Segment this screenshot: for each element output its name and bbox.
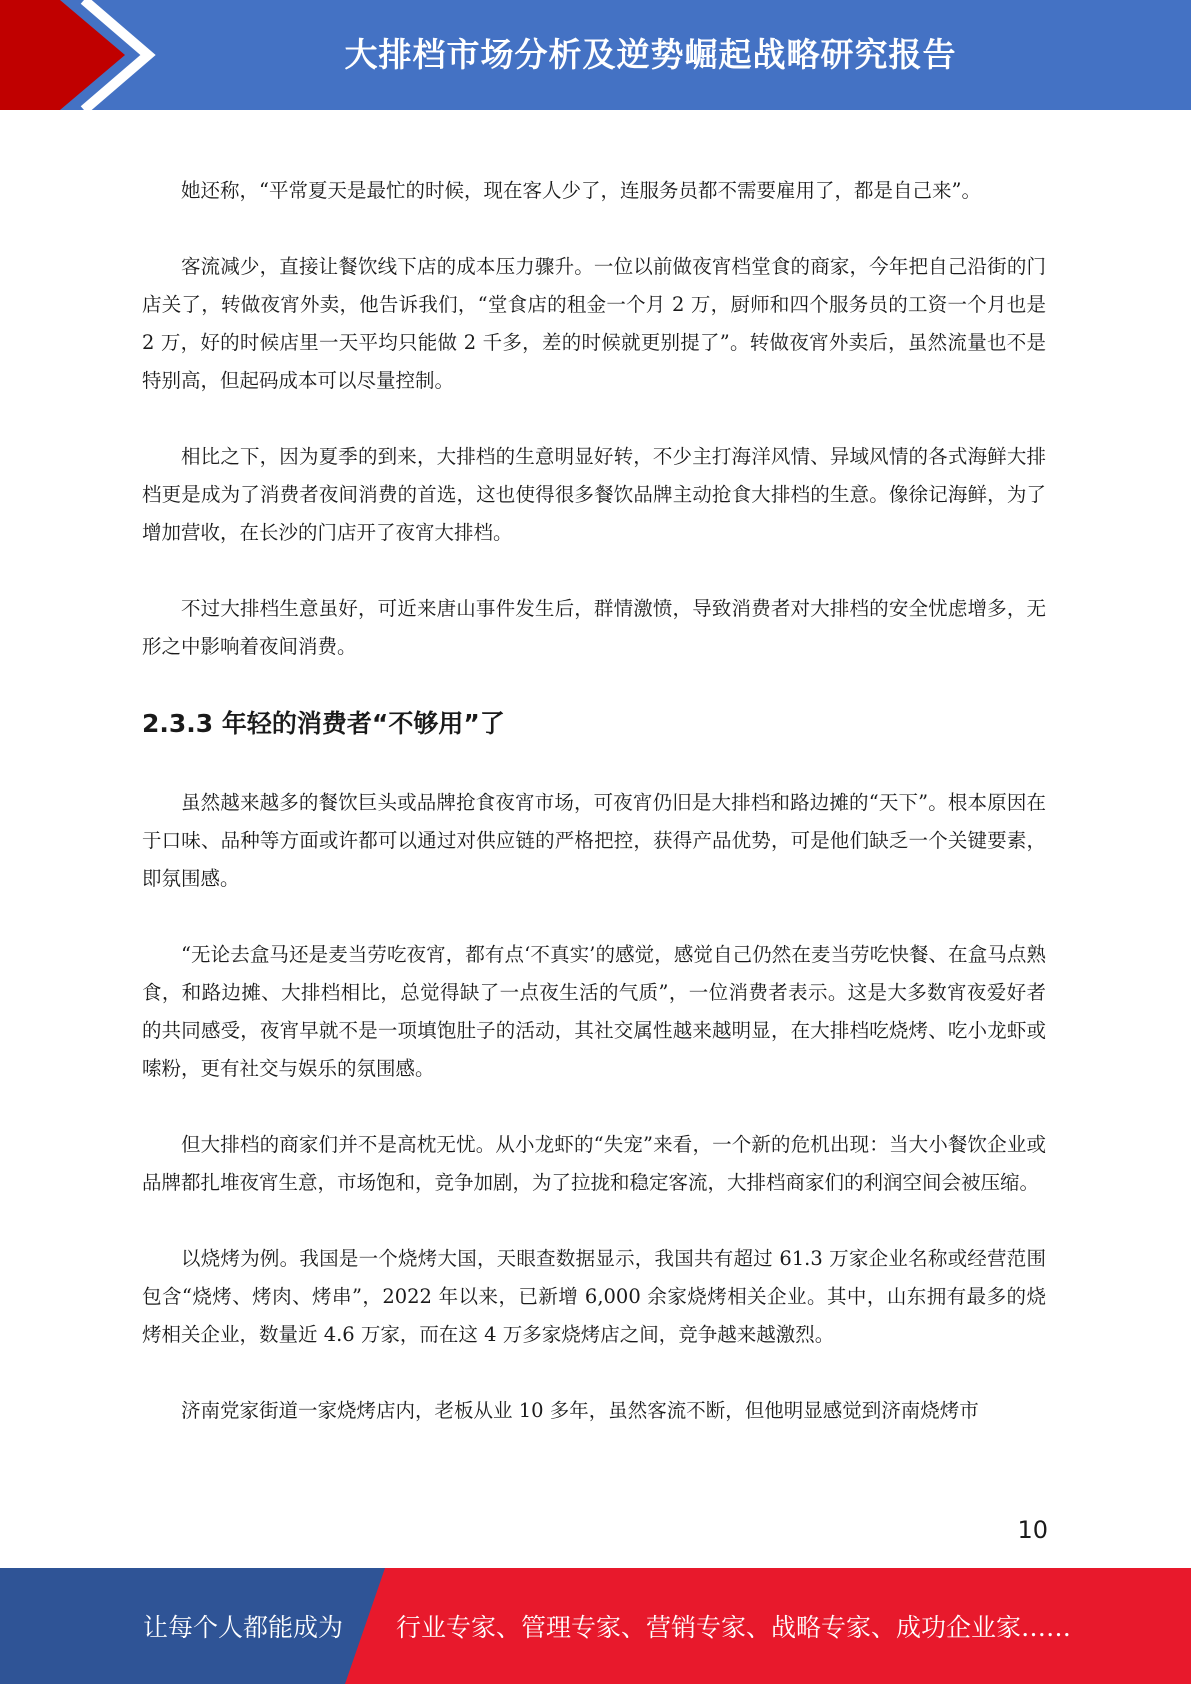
paragraph: 不过大排档生意虽好，可近来唐山事件发生后，群情激愤，导致消费者对大排档的安全忧虑增多，无形之中影响着夜间消费。	[142, 597, 1046, 658]
footer-slogan-left: 让每个人都能成为	[143, 1613, 344, 1642]
page-number: 10	[1017, 1516, 1048, 1544]
footer-slogan-right: 行业专家、管理专家、营销专家、战略专家、成功企业家……	[396, 1613, 1072, 1642]
paragraph: “无论去盒马还是麦当劳吃夜宵，都有点‘不真实’的感觉，感觉自己仍然在麦当劳吃快餐、在盒马点熟食，和路边摊、大排档相比，总觉得缺了一点夜生活的气质”，一位消费者表示。这是大多数宵夜爱好者的共同感受，夜宵早就不是一项填饱肚子的活动，其社交属性越来越明显，在大排档吃烧烤、吃小龙虾或嗦粉，更有社交与娱乐的氛围感。	[142, 943, 1046, 1080]
page-header	[0, 0, 1191, 110]
paragraph: 她还称，“平常夏天是最忙的时候，现在客人少了，连服务员都不需要雇用了，都是自己来”。	[181, 179, 981, 202]
paragraph: 济南党家街道一家烧烤店内，老板从业 10 多年，虽然客流不断，但他明显感觉到济南烧烤市	[181, 1399, 979, 1422]
page-footer	[0, 1568, 1191, 1684]
paragraph: 以烧烤为例。我国是一个烧烤大国，天眼查数据显示，我国共有超过 61.3 万家企业名称或经营范围包含“烧烤、烤肉、烤串”，2022 年以来，已新增 6,000 余家烧烤相关企业。其中，山东拥有最多的烧烤相关企业，数量近 4.6 万家，而在这 4 万多家烧烤店之间，竞争越来越激烈。	[142, 1247, 1046, 1346]
section-heading: 2.3.3 年轻的消费者“不够用”了	[142, 709, 505, 738]
paragraph: 虽然越来越多的餐饮巨头或品牌抢食夜宵市场，可夜宵仍旧是大排档和路边摊的“天下”。根本原因在于口味、品种等方面或许都可以通过对供应链的严格把控，获得产品优势，可是他们缺乏一个关键要素，即氛围感。	[142, 791, 1046, 890]
document-body	[142, 172, 1046, 1468]
paragraph: 但大排档的商家们并不是高枕无忧。从小龙虾的“失宠”来看，一个新的危机出现：当大小餐饮企业或品牌都扎堆夜宵生意，市场饱和，竞争加剧，为了拉拢和稳定客流，大排档商家们的利润空间会被压缩。	[142, 1133, 1046, 1194]
paragraph: 客流减少，直接让餐饮线下店的成本压力骤升。一位以前做夜宵档堂食的商家，今年把自己沿街的门店关了，转做夜宵外卖，他告诉我们，“堂食店的租金一个月 2 万，厨师和四个服务员的工资一个月也是 2 万，好的时候店里一天平均只能做 2 千多，差的时候就更别提了”。转做夜宵外卖后，虽然流量也不是特别高，但起码成本可以尽量控制。	[142, 255, 1046, 392]
header-title: 大排档市场分析及逆势崛起战略研究报告	[344, 34, 957, 74]
paragraph: 相比之下，因为夏季的到来，大排档的生意明显好转，不少主打海洋风情、异域风情的各式海鲜大排档更是成为了消费者夜间消费的首选，这也使得很多餐饮品牌主动抢食大排档的生意。像徐记海鲜，为了增加营收，在长沙的门店开了夜宵大排档。	[142, 445, 1046, 544]
